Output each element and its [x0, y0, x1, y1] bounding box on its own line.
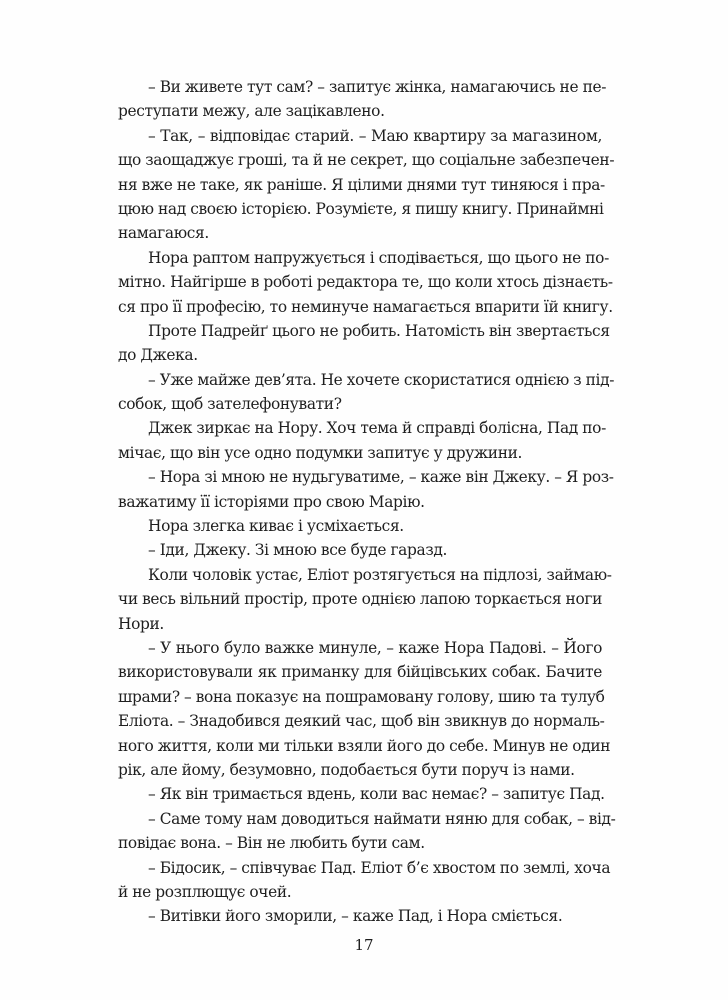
text-line: – Іди, Джеку. Зі мною все буде гаразд. — [148, 541, 448, 560]
paragraph — [118, 538, 602, 562]
text-line: Джек зиркає на Нору. Хоч тема й справді болісна, Пад по- — [148, 419, 606, 438]
paragraph — [118, 636, 611, 782]
paragraph — [118, 904, 602, 928]
paragraph — [118, 465, 614, 514]
paragraph — [118, 124, 615, 246]
body-text — [118, 75, 616, 929]
text-line: що заощаджує гроші, та й не секрет, що соціальне забезпечен- — [118, 151, 615, 170]
paragraph — [118, 319, 610, 368]
text-line: – Нора зі мною не нудьгуватиме, – каже він Джеку. – Я роз- — [148, 468, 614, 487]
text-line: важатиму її історіями про свою Марію. — [118, 492, 425, 511]
text-line: – У нього було важке минуле, – каже Нора Падові. – Його — [148, 638, 602, 657]
text-line: – Уже майже дев’ята. Не хочете скористатися однією з під- — [148, 370, 615, 389]
text-line: шрами? – вона показує на пошрамовану голову, шию та тулуб — [118, 687, 605, 706]
text-line: Коли чоловік устає, Еліот розтягується на підлозі, займаю- — [148, 565, 612, 584]
paragraph — [118, 856, 611, 905]
text-line: Нора раптом напружується і сподівається, що цього не по- — [148, 248, 609, 267]
paragraph — [118, 368, 615, 417]
page-number: 17 — [354, 936, 374, 954]
text-line: – Витівки його зморили, – каже Пад, і Нора сміється. — [148, 907, 563, 926]
text-line: ного життя, коли ми тільки взяли його до себе. Минув не один — [118, 736, 611, 755]
text-line: ся про її професію, то неминуче намагається впарити їй книгу. — [118, 297, 613, 316]
text-line: мітно. Найгірше в роботі редактора те, що коли хтось дізнаєть- — [118, 273, 613, 292]
text-line: Еліота. – Знадобився деякий час, щоб він звикнув до нормаль- — [118, 712, 605, 731]
text-line: – Ви живете тут сам? – запитує жінка, намагаючись не пе- — [148, 78, 607, 96]
text-line: – Як він тримається вдень, коли вас немає? – запитує Пад. — [148, 785, 605, 804]
text-line: до Джека. — [118, 346, 198, 365]
text-line: мічає, що він усе одно подумки запитує у дружини. — [118, 443, 523, 462]
text-line: реступати межу, але зацікавлено. — [118, 102, 385, 121]
paragraph — [118, 514, 602, 538]
paragraph — [118, 75, 607, 124]
paragraph — [118, 416, 606, 465]
text-line: використовували як приманку для бійцівських собак. Бачите — [118, 663, 602, 682]
text-line: повідає вона. – Він не любить бути сам. — [118, 834, 425, 853]
text-line: цюю над своєю історією. Розумієте, я пишу книгу. Принаймні — [118, 199, 604, 218]
paragraph — [118, 246, 613, 319]
paragraph — [118, 807, 616, 856]
text-line: – Бідосик, – співчуває Пад. Еліот б’є хвостом по землі, хоча — [148, 858, 611, 877]
text-line: чи весь вільний простір, проте однією лапою торкається ноги — [118, 590, 602, 609]
text-line: – Саме тому нам доводиться наймати няню для собак, – від- — [148, 809, 616, 828]
text-line: – Так, – відповідає старий. – Маю квартиру за магазином, — [148, 126, 602, 145]
paragraph — [118, 563, 612, 636]
text-line: собок, щоб зателефонувати? — [118, 395, 342, 414]
text-line: Проте Падрейґ цього не робить. Натомість він звертається — [148, 321, 610, 340]
text-line: Нора злегка киває і усміхається. — [148, 517, 404, 536]
text-line: рік, але йому, безумовно, подобається бути поруч із нами. — [118, 760, 575, 779]
paragraph — [118, 782, 605, 806]
text-line: й не розплющує очей. — [118, 882, 292, 901]
text-line: намагаюся. — [118, 224, 209, 243]
text-line: ня вже не таке, як раніше. Я цілими днями тут тиняюся і пра- — [118, 175, 605, 194]
text-line: Нори. — [118, 614, 164, 633]
